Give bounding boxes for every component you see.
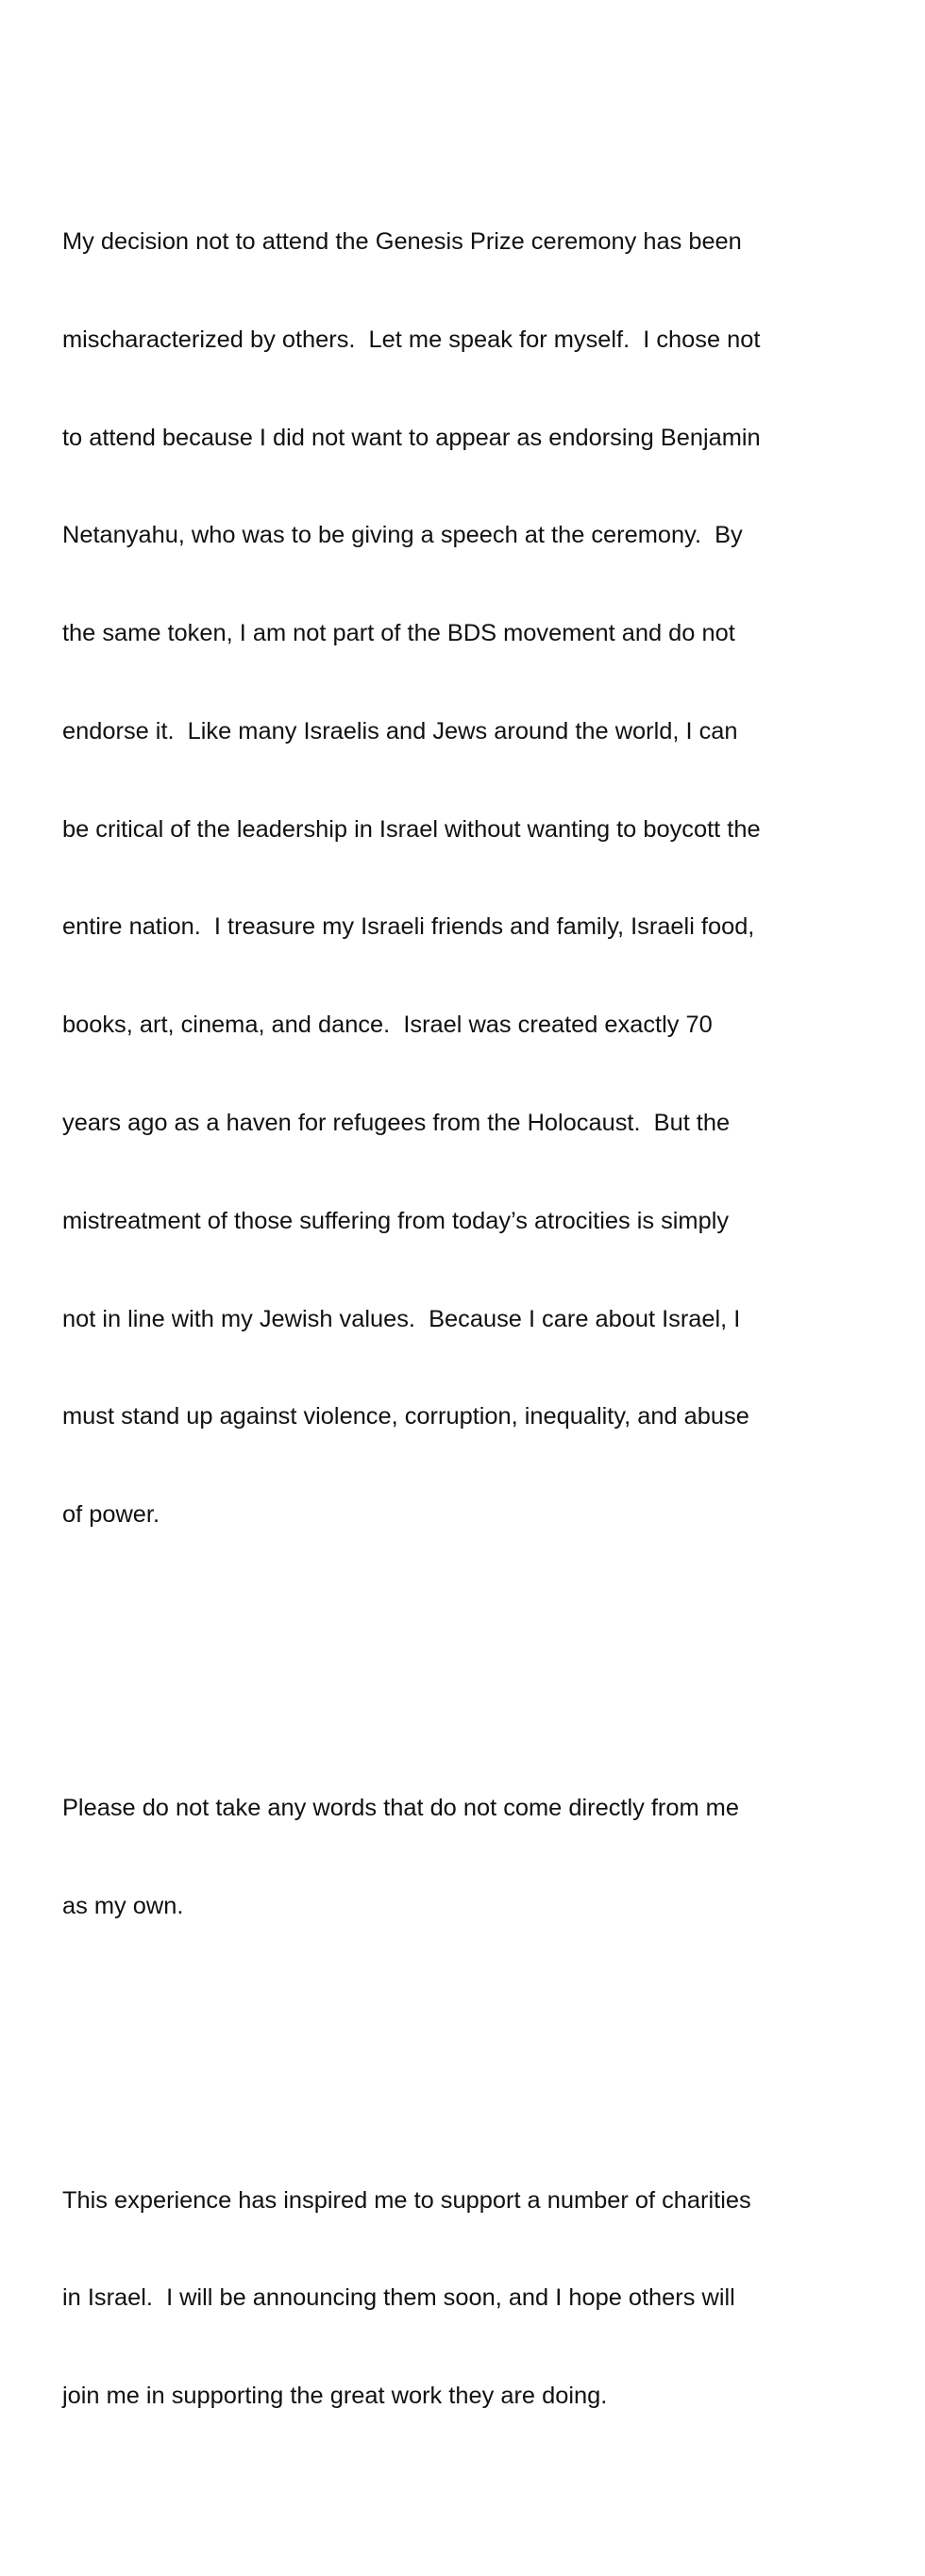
paragraph-3	[62, 2118, 893, 2478]
text-line: as my own.	[62, 1893, 184, 1920]
text-line: must stand up against violence, corruption, inequality, and abuse	[62, 1403, 749, 1430]
text-line: Please do not take any words that do not come directly from me	[62, 1795, 739, 1822]
text-line: mistreatment of those suffering from today’s atrocities is simply	[62, 1207, 730, 1234]
text-line: entire nation. I treasure my Israeli friends and family, Israeli food,	[62, 913, 755, 941]
text-line: mischaracterized by others. Let me speak for myself. I chose not	[62, 326, 761, 353]
text-line: My decision not to attend the Genesis Prize ceremony has been	[62, 227, 742, 255]
text-line: endorse it. Like many Israelis and Jews around the world, I can	[62, 717, 738, 744]
paragraph-2	[62, 1727, 893, 1988]
text-line: years ago as a haven for refugees from the Holocaust. But the	[62, 1110, 731, 1136]
text-line: in Israel. I will be announcing them soon, and I hope others will	[62, 2284, 735, 2312]
text-line: join me in supporting the great work they are doing.	[62, 2383, 608, 2410]
text-line: books, art, cinema, and dance. Israel was created exactly 70	[62, 1012, 713, 1039]
paragraph-1	[62, 160, 893, 1597]
text-line: not in line with my Jewish values. Because I care about Israel, I	[62, 1305, 741, 1332]
statement-text	[62, 62, 893, 2576]
text-line: This experience has inspired me to support a number of charities	[62, 2186, 751, 2214]
text-line: Netanyahu, who was to be giving a speech at the ceremony. By	[62, 522, 743, 549]
text-line: of power.	[62, 1501, 160, 1529]
text-line: the same token, I am not part of the BDS movement and do not	[62, 620, 735, 647]
text-line: be critical of the leadership in Israel without wanting to boycott the	[62, 815, 761, 843]
text-line: to attend because I did not want to appear as endorsing Benjamin	[62, 424, 761, 451]
